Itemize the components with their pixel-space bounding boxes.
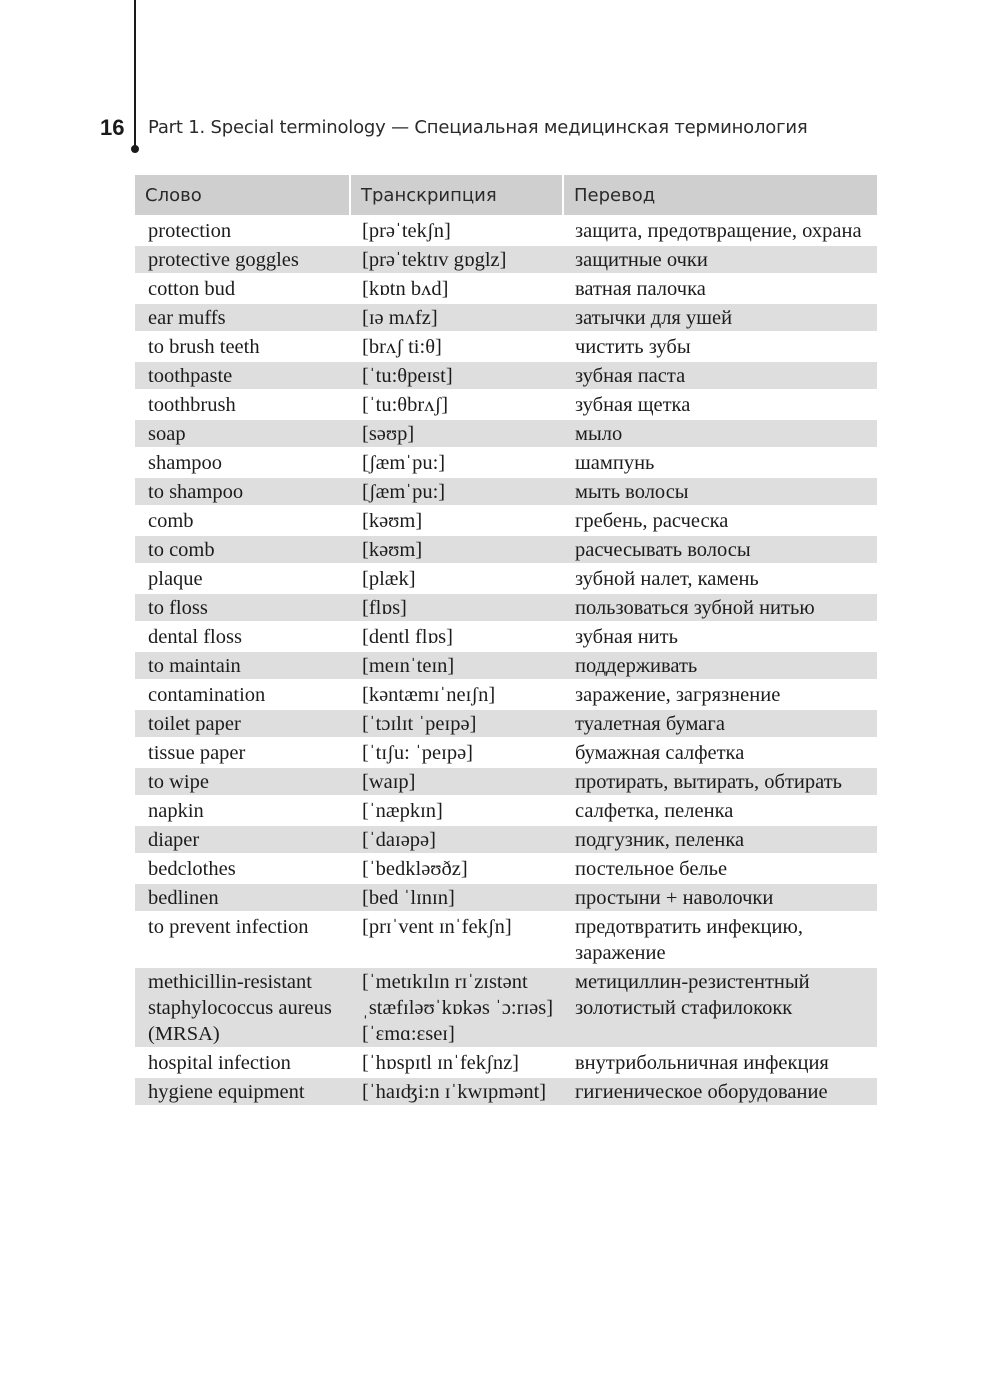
translation-cell: предотвратить инфекцию, заражение <box>575 916 803 964</box>
term-cell: ear muffs <box>135 304 349 331</box>
term-cell: to maintain <box>135 652 349 679</box>
margin-rule <box>134 0 136 150</box>
translation-cell: расчесывать волосы <box>562 536 877 563</box>
table-row <box>135 362 877 389</box>
translation-cell: поддерживать <box>562 652 877 679</box>
transcription-cell: [bed ˈlɪnɪn] <box>349 884 562 911</box>
term-cell: to comb <box>135 536 349 563</box>
transcription-cell: [meɪnˈteɪn] <box>349 652 562 679</box>
term-cell: toothbrush <box>148 394 236 416</box>
translation-cell: зубная щетка <box>575 394 691 416</box>
term-cell: toothpaste <box>135 362 349 389</box>
translation-cell: подгузник, пеленка <box>562 826 877 853</box>
table-row <box>135 246 877 273</box>
term-cell: cotton bud <box>148 278 236 300</box>
translation-cell: протирать, вытирать, обтирать <box>562 768 877 795</box>
term-cell: to prevent infection <box>148 916 309 938</box>
table-row <box>135 968 877 1047</box>
transcription-cell: [ʃæmˈpu:] <box>362 452 446 474</box>
table-row <box>135 565 877 592</box>
translation-cell: внутрибольничная инфекция <box>575 1052 829 1074</box>
table-row <box>135 275 877 302</box>
transcription-cell: [flɒs] <box>349 594 562 621</box>
translation-cell: ватная палочка <box>575 278 706 300</box>
term-cell: to wipe <box>135 768 349 795</box>
table-row <box>135 478 877 505</box>
table-row <box>135 507 877 534</box>
term-cell: to floss <box>135 594 349 621</box>
transcription-cell: [ˈnæpkɪn] <box>362 800 443 822</box>
translation-cell: туалетная бумага <box>562 710 877 737</box>
transcription-cell: [ˈhaɪʤi:n ɪˈkwɪpmənt] <box>349 1078 562 1105</box>
table-row <box>135 420 877 447</box>
page-number: 16 <box>100 115 125 140</box>
transcription-cell: [ˈtɔɪlɪt ˈpeɪpə] <box>349 710 562 737</box>
table-row <box>135 652 877 679</box>
table-row <box>135 826 877 853</box>
transcription-cell: [ˈtu:θbrʌʃ] <box>362 394 449 416</box>
table-row <box>135 768 877 795</box>
term-cell: bedclothes <box>148 858 236 880</box>
translation-cell: гигиеническое оборудование <box>562 1078 877 1105</box>
translation-cell: зубная нить <box>575 626 678 648</box>
transcription-cell: [ˈtɪʃu: ˈpeɪpə] <box>362 742 473 764</box>
translation-cell: защита, предотвращение, охрана <box>575 220 862 242</box>
translation-cell: затычки для ушей <box>562 304 877 331</box>
term-cell: to brush teeth <box>148 336 260 358</box>
transcription-cell: [kəʊm] <box>362 510 423 532</box>
transcription-cell: [kəʊm] <box>349 536 562 563</box>
term-cell: hospital infection <box>148 1052 291 1074</box>
translation-cell: салфетка, пеленка <box>575 800 734 822</box>
table-row <box>135 797 877 824</box>
translation-cell: зубная паста <box>562 362 877 389</box>
table-row <box>135 449 877 476</box>
term-cell: contamination <box>148 684 266 706</box>
term-cell: toilet paper <box>135 710 349 737</box>
transcription-cell: [ˈmetɪkɪlɪn rɪˈzɪstənt ˌstæfɪləʊˈkɒkəs ˈɔ:rɪəs] [ˈɛmɑ:ɛseɪ] <box>349 968 562 1047</box>
term-cell: protection <box>148 220 232 242</box>
table-row <box>135 594 877 621</box>
term-cell: tissue paper <box>148 742 246 764</box>
transcription-cell: [ˈbedkləʊðz] <box>362 858 468 880</box>
translation-cell: гребень, расческа <box>575 510 729 532</box>
translation-cell: мыло <box>562 420 877 447</box>
translation-cell: шампунь <box>575 452 655 474</box>
running-title: Part 1. Special terminology — Специальная медицинская терминология <box>148 117 808 138</box>
translation-cell: бумажная салфетка <box>575 742 745 764</box>
table-row <box>135 304 877 331</box>
transcription-cell: [ˈhɒspɪtl ɪnˈfekʃnz] <box>362 1052 520 1074</box>
table-row <box>135 333 877 360</box>
transcription-cell: [kəntæmɪˈneɪʃn] <box>362 684 496 706</box>
table-row <box>135 739 877 766</box>
translation-cell: зубной налет, камень <box>575 568 759 590</box>
translation-cell: простыни + наволочки <box>562 884 877 911</box>
term-cell: methicillin-resistant staphylococcus aureus (MRSA) <box>135 968 349 1047</box>
table-row <box>135 884 877 911</box>
translation-cell: метициллин-резистентный золотистый стафилококк <box>562 968 877 1047</box>
translation-cell: защитные очки <box>562 246 877 273</box>
transcription-cell: [dentl flɒs] <box>362 626 453 648</box>
transcription-cell: [səʊp] <box>349 420 562 447</box>
table-row <box>135 623 877 650</box>
transcription-cell: [ˈdaɪəpə] <box>349 826 562 853</box>
term-cell: napkin <box>148 800 204 822</box>
transcription-cell: [prəˈtektɪv gɒglz] <box>349 246 562 273</box>
transcription-cell: [prəˈtekʃn] <box>362 220 451 242</box>
transcription-cell: [ˈtu:θpeɪst] <box>349 362 562 389</box>
table-row <box>135 217 877 244</box>
transcription-cell: [ʃæmˈpu:] <box>349 478 562 505</box>
term-cell: hygiene equipment <box>135 1078 349 1105</box>
transcription-cell: [prɪˈvent ɪnˈfekʃn] <box>362 916 512 938</box>
transcription-cell: [plæk] <box>362 568 416 590</box>
column-header-transcription: Транскрипция <box>349 175 562 215</box>
term-cell: protective goggles <box>135 246 349 273</box>
translation-cell: заражение, загрязнение <box>575 684 781 706</box>
margin-rule-dot <box>131 145 139 153</box>
table-row <box>135 710 877 737</box>
term-cell: dental floss <box>148 626 242 648</box>
vocabulary-table <box>135 173 877 1107</box>
table-header-row <box>135 175 877 215</box>
column-header-word: Слово <box>135 175 349 215</box>
transcription-cell: [brʌʃ ti:θ] <box>362 336 442 358</box>
table-row <box>135 681 877 708</box>
table-row <box>135 536 877 563</box>
translation-cell: пользоваться зубной нитью <box>562 594 877 621</box>
column-header-translation: Перевод <box>562 175 877 215</box>
term-cell: diaper <box>135 826 349 853</box>
term-cell: shampoo <box>148 452 223 474</box>
table-row <box>135 913 877 966</box>
table-row <box>135 391 877 418</box>
term-cell: bedlinen <box>135 884 349 911</box>
translation-cell: мыть волосы <box>562 478 877 505</box>
term-cell: plaque <box>148 568 203 590</box>
table-body <box>135 217 877 1105</box>
term-cell: soap <box>135 420 349 447</box>
transcription-cell: [ɪə mʌfz] <box>349 304 562 331</box>
translation-cell: чистить зубы <box>575 336 691 358</box>
term-cell: comb <box>148 510 194 532</box>
transcription-cell: [waɪp] <box>349 768 562 795</box>
table-row <box>135 1049 877 1076</box>
term-cell: to shampoo <box>135 478 349 505</box>
table-row <box>135 1078 877 1105</box>
table-row <box>135 855 877 882</box>
transcription-cell: [kɒtn bʌd] <box>362 278 449 300</box>
translation-cell: постельное белье <box>575 858 728 880</box>
